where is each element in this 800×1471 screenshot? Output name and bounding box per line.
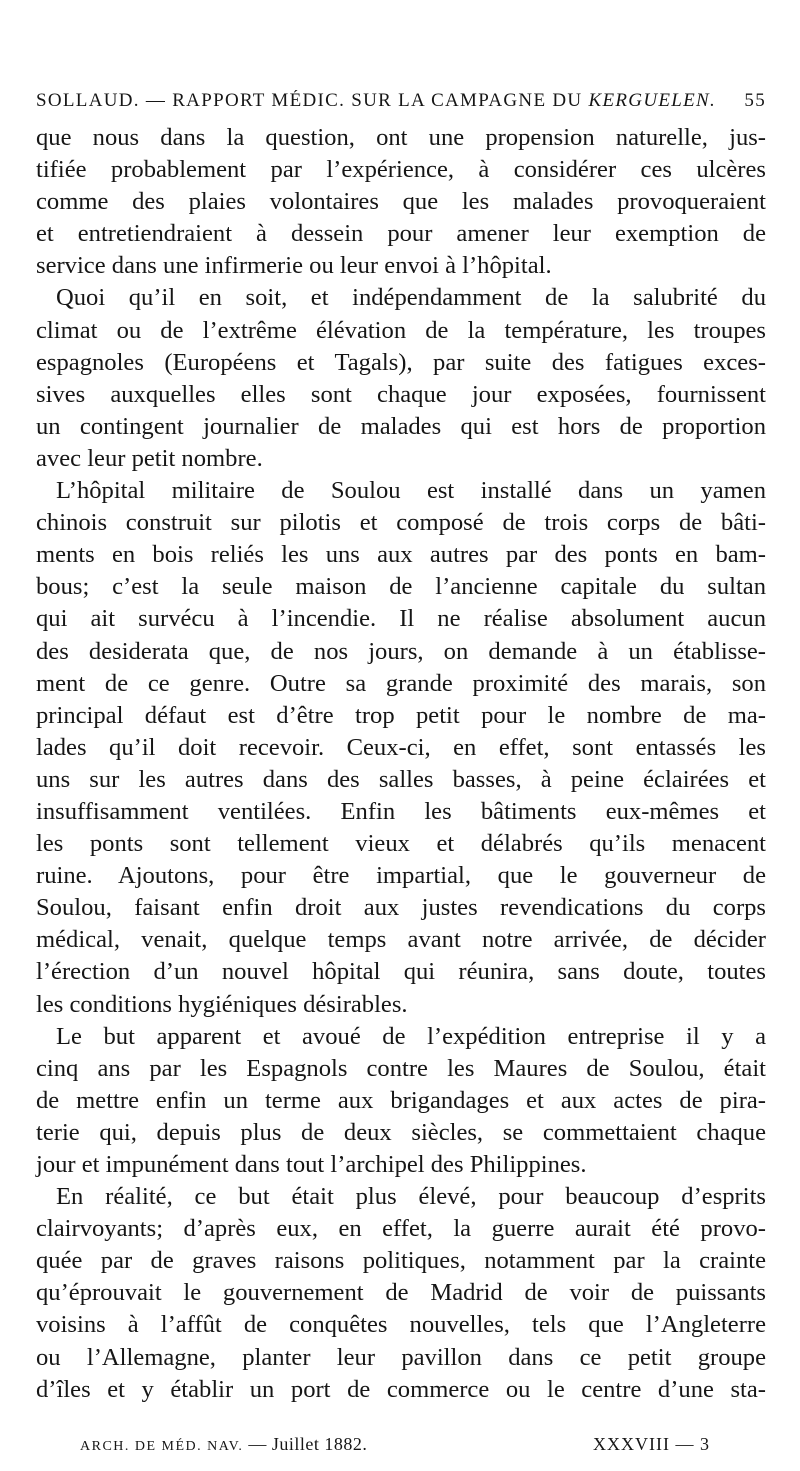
text-line: lades qu’il doit recevoir. Ceux-ci, en effet, sont entassés les: [36, 733, 766, 761]
page-footer: [80, 1434, 710, 1458]
text-line: cinq ans par les Espagnols contre les Maures de Soulou, était: [36, 1054, 766, 1082]
text-line: qu’éprouvait le gouvernement de Madrid de voir de puissants: [36, 1279, 766, 1307]
text-line: comme des plaies volontaires que les malades provoqueraient: [36, 188, 766, 216]
text-line: Soulou, faisant enfin droit aux justes revendications du corps: [36, 894, 766, 922]
text-line: uns sur les autres dans des salles basses, à peine éclairées et: [36, 765, 766, 793]
text-line: tifiée probablement par l’expérience, à considérer ces ulcères: [36, 156, 766, 184]
text-line: les conditions hygiéniques désirables.: [36, 990, 408, 1018]
text-line: d’îles et y établir un port de commerce ou le centre d’une sta-: [36, 1375, 766, 1403]
signature-mark: XXXVIII — 3: [593, 1434, 710, 1454]
text-line: Le but apparent et avoué de l’expédition entreprise il y a: [56, 1022, 766, 1050]
text-line: que nous dans la question, ont une propension naturelle, jus-: [36, 124, 766, 151]
text-line: principal défaut est d’être trop petit pour le nombre de ma-: [36, 701, 766, 729]
running-head-ship-name: KERGUELEN.: [588, 90, 717, 111]
text-line: insuffisamment ventilées. Enfin les bâtiments eux-mêmes et: [36, 797, 766, 825]
text-line: voisins à l’affût de conquêtes nouvelles, tels que l’Angleterre: [36, 1311, 766, 1339]
text-line: climat ou de l’extrême élévation de la température, les troupes: [36, 316, 766, 344]
text-line: clairvoyants; d’après eux, en effet, la guerre aurait été provo-: [36, 1215, 766, 1243]
text-line: et entretiendraient à dessein pour amener leur exemption de: [36, 220, 766, 248]
running-head-title-text: SOLLAUD. — RAPPORT MÉDIC. SUR LA CAMPAGNE DU: [36, 90, 583, 111]
body-text: [36, 122, 766, 1406]
text-line: En réalité, ce but était plus élevé, pour beaucoup d’esprits: [56, 1183, 766, 1211]
text-line: médical, venait, quelque temps avant notre arrivée, de décider: [36, 926, 766, 954]
running-head-title: [36, 90, 716, 112]
text-line: ruine. Ajoutons, pour être impartial, que le gouverneur de: [36, 862, 766, 890]
text-line: ou l’Allemagne, planter leur pavillon dans ce petit groupe: [36, 1343, 766, 1371]
journal-abbreviation: ARCH. DE MÉD. NAV.: [80, 1439, 244, 1454]
text-line: espagnoles (Européens et Tagals), par suite des fatigues exces-: [36, 348, 766, 376]
text-line: terie qui, depuis plus de deux siècles, se commettaient chaque: [36, 1118, 766, 1146]
text-line: service dans une infirmerie ou leur envoi à l’hôpital.: [36, 252, 552, 280]
text-line: qui ait survécu à l’incendie. Il ne réalise absolument aucun: [36, 605, 766, 633]
text-line: les ponts sont tellement vieux et délabrés qu’ils menacent: [36, 830, 766, 858]
running-head: [36, 90, 766, 118]
text-line: l’érection d’un nouvel hôpital qui réunira, sans doute, toutes: [36, 958, 766, 986]
text-line: Quoi qu’il en soit, et indépendamment de la salubrité du: [56, 284, 766, 312]
journal-reference: [80, 1434, 367, 1455]
text-line: avec leur petit nombre.: [36, 444, 263, 472]
text-line: chinois construit sur pilotis et composé de trois corps de bâti-: [36, 509, 766, 537]
text-line: de mettre enfin un terme aux brigandages et aux actes de pira-: [36, 1086, 766, 1114]
text-line: des desiderata que, de nos jours, on demande à un établisse-: [36, 637, 766, 665]
text-line: ments en bois reliés les uns aux autres par des ponts en bam-: [36, 541, 766, 569]
text-line: quée par de graves raisons politiques, notamment par la crainte: [36, 1247, 766, 1275]
text-line: bous; c’est la seule maison de l’ancienne capitale du sultan: [36, 573, 766, 601]
text-line: ment de ce genre. Outre sa grande proximité des marais, son: [36, 669, 766, 697]
text-line: sives auxquelles elles sont chaque jour exposées, fournissent: [36, 380, 766, 408]
page-number: 55: [744, 90, 766, 111]
journal-date: — Juillet 1882.: [248, 1434, 368, 1454]
text-line: jour et impunément dans tout l’archipel des Philippines.: [36, 1151, 587, 1178]
text-line: L’hôpital militaire de Soulou est installé dans un yamen: [56, 477, 766, 505]
text-line: un contingent journalier de malades qui est hors de proportion: [36, 412, 766, 440]
